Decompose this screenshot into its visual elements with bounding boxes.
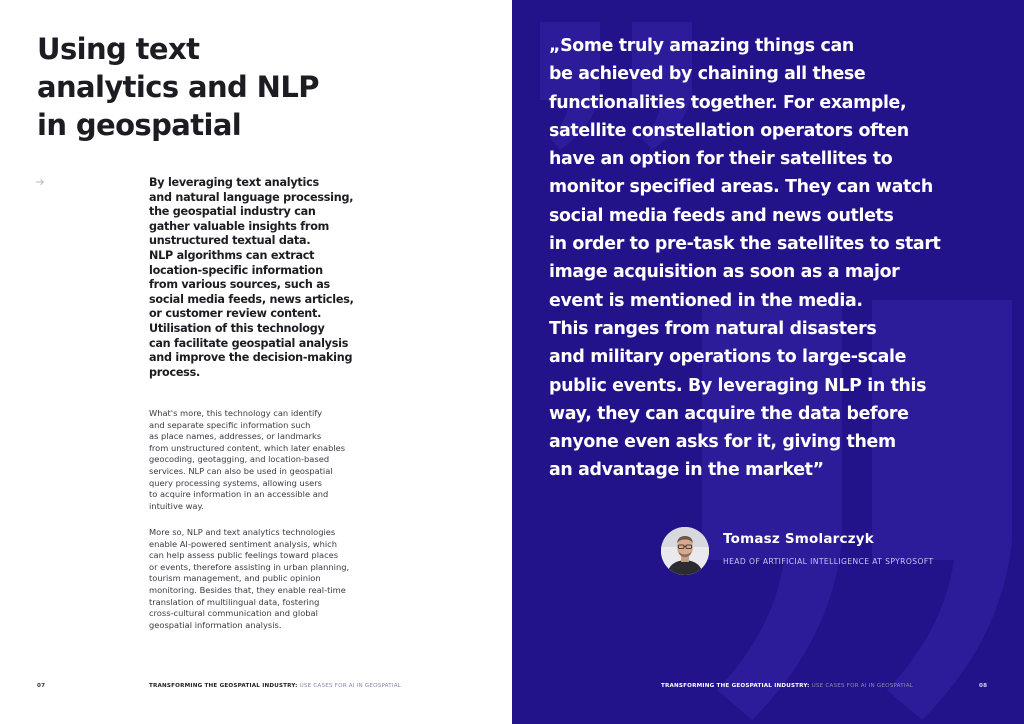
avatar <box>661 527 709 575</box>
body-line: and separate specific information such <box>149 419 311 430</box>
body-line: What's more, this technology can identify <box>149 408 323 418</box>
pull-quote <box>549 32 979 485</box>
quote-line: be achieved by chaining all these <box>549 64 866 85</box>
quote-line: This ranges from natural disasters <box>549 318 877 339</box>
quote-line: have an option for their satellites to <box>549 149 893 170</box>
lead-line: process. <box>149 365 200 379</box>
quote-line: way, they can acquire the data before <box>549 403 909 424</box>
running-footer-right <box>661 683 913 689</box>
quote-line: satellite constellation operators often <box>549 120 909 141</box>
body-line: to acquire information in an accessible and <box>149 489 329 500</box>
page-number-right: 08 <box>979 683 988 689</box>
quote-line: public events. By leveraging NLP in this <box>549 375 927 396</box>
running-title-bold: TRANSFORMING THE GEOSPATIAL INDUSTRY: <box>149 683 298 689</box>
body-paragraph-1 <box>149 408 364 512</box>
running-title-light: USE CASES FOR AI IN GEOSPATIAL <box>297 683 402 689</box>
quote-line: anyone even asks for it, giving them <box>549 432 896 453</box>
lead-line: NLP algorithms can extract <box>149 248 315 262</box>
body-line: query processing systems, allowing users <box>149 477 322 488</box>
body-line: cross-cultural communication and global <box>149 608 318 619</box>
body-line: intuitive way. <box>149 500 204 511</box>
title-line: in geospatial <box>37 108 242 142</box>
quote-line: in order to pre-task the satellites to start <box>549 234 941 255</box>
page-title <box>37 30 367 144</box>
quote-line: social media feeds and news outlets <box>549 205 894 226</box>
page-number-left: 07 <box>37 683 46 689</box>
author-name: Tomasz Smolarczyk <box>723 531 874 547</box>
quote-line: image acquisition as soon as a major <box>549 262 900 283</box>
lead-paragraph <box>149 176 364 380</box>
body-line: can help assess public feelings toward places <box>149 550 339 561</box>
body-line: translation of multilingual data, fostering <box>149 596 320 607</box>
right-page <box>512 0 1024 724</box>
body-line: monitoring. Besides that, they enable real-time <box>149 584 346 595</box>
body-line: enable AI-powered sentiment analysis, which <box>149 538 337 549</box>
running-title-light: USE CASES FOR AI IN GEOSPATIAL <box>809 683 914 689</box>
body-paragraph-2 <box>149 527 364 631</box>
quote-line: „Some truly amazing things can <box>549 36 854 56</box>
quote-line: an advantage in the market” <box>549 460 824 481</box>
title-line: Using text <box>37 32 200 66</box>
lead-line: By leveraging text analytics <box>149 176 319 189</box>
lead-line: Utilisation of this technology <box>149 321 325 335</box>
lead-line: gather valuable insights from <box>149 219 330 233</box>
running-title-bold: TRANSFORMING THE GEOSPATIAL INDUSTRY: <box>661 683 810 689</box>
title-line: analytics and NLP <box>37 70 319 104</box>
body-line: or events, therefore assisting in urban planning, <box>149 561 350 572</box>
quote-line: and military operations to large-scale <box>549 347 907 368</box>
arrow-right-icon <box>35 177 45 187</box>
lead-line: and improve the decision-making <box>149 351 353 365</box>
body-line: More so, NLP and text analytics technologies <box>149 527 336 537</box>
quote-line: event is mentioned in the media. <box>549 290 863 311</box>
lead-line: can facilitate geospatial analysis <box>149 336 349 350</box>
lead-line: unstructured textual data. <box>149 234 311 248</box>
lead-line: location-specific information <box>149 263 323 277</box>
body-line: geocoding, geotagging, and location-based <box>149 454 330 465</box>
body-line: as place names, addresses, or landmarks <box>149 431 322 442</box>
body-line: tourism management, and public opinion <box>149 573 321 584</box>
author-portrait-icon <box>661 527 709 575</box>
quote-line: functionalities together. For example, <box>549 92 907 113</box>
quote-line: monitor specified areas. They can watch <box>549 177 933 198</box>
body-line: geospatial information analysis. <box>149 619 282 630</box>
lead-line: or customer review content. <box>149 307 322 321</box>
body-line: services. NLP can also be used in geospatial <box>149 465 333 476</box>
body-line: from unstructured content, which later enables <box>149 442 346 453</box>
lead-line: the geospatial industry can <box>149 205 316 219</box>
author-role: HEAD OF ARTIFICIAL INTELLIGENCE AT SPYROSOFT <box>723 557 934 566</box>
running-footer-left <box>149 683 401 689</box>
lead-line: and natural language processing, <box>149 190 354 204</box>
lead-line: from various sources, such as <box>149 278 330 292</box>
lead-line: social media feeds, news articles, <box>149 292 354 306</box>
